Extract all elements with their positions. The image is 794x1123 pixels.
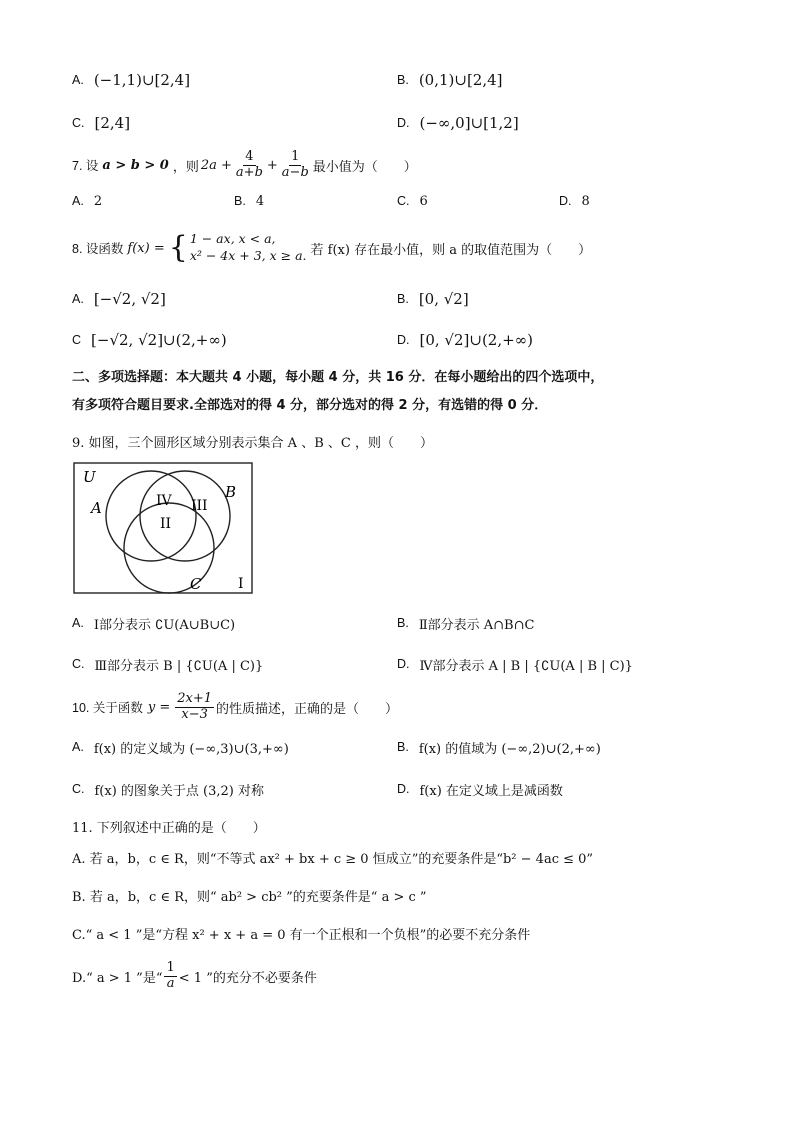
q7-options-row — [72, 186, 732, 216]
q6-options-row-2 — [72, 106, 732, 140]
section-2-heading: 二、多项选择题：本大题共 4 小题，每小题 4 分，共 16 分．在每小题给出的四个选项中， 有多项符合题目要求.全部选对的得 4 分，部分选对的得 2 分，有选错的得 0 分． — [72, 370, 604, 413]
q10-options-row-1 — [72, 730, 732, 764]
q7-option-d[interactable]: D. 8 — [559, 193, 590, 209]
q10-option-a[interactable]: A. f(x) 的定义域为 (−∞,3)∪(3,+∞) — [72, 740, 289, 757]
q7-fraction-2: $\frac{1}{a-b}$ — [281, 148, 309, 180]
q8-brace: { — [168, 230, 188, 265]
q6-option-c[interactable]: C. [2,4] — [72, 114, 131, 132]
q9-option-d[interactable]: D. Ⅳ部分表示 A | B | {∁U(A | B | C)} — [397, 657, 633, 674]
q7-stem: 7. 设 a > b > 0 ，则 2a + $\frac{4}{a+b}$ + $\frac{1}{a-b}$ 最小值为（ ） — [72, 148, 417, 180]
q11-option-a[interactable]: A. 若 a，b，c ∈ R，则“不等式 ax² + bx + c ≥ 0 恒成立”的充要条件是“b² − 4ac ≤ 0” — [72, 851, 594, 867]
q7-option-c[interactable]: C. 6 — [397, 193, 428, 209]
q8-stem: 8. 设函数 f(x) = { 1 − ax, x < a, x² − 4x + 3, x ≥ a. 若 f(x) 存在最小值，则 a 的取值范围为（ ） — [72, 230, 592, 265]
q10-stem: 10. 关于函数 y = $\frac{2x+1}{x-3}$ 的性质描述，正确的是（ ） — [72, 690, 399, 722]
q11-option-d[interactable]: D.“ a > 1 ”是“ $\frac{1}{a}$ < 1 ”的充分不必要条件 — [72, 959, 317, 991]
q8-option-d[interactable]: D. [0, √2]∪(2,+∞) — [397, 331, 534, 349]
q8-option-c[interactable]: C [−√2, √2]∪(2,+∞) — [72, 331, 227, 349]
venn-label-c: C — [190, 575, 202, 593]
venn-region-ii: II — [160, 516, 172, 532]
q8-cases: 1 − ax, x < a, x² − 4x + 3, x ≥ a. — [189, 231, 307, 263]
q6-option-b[interactable]: B. (0,1)∪[2,4] — [397, 71, 503, 89]
q7-option-b[interactable]: B. 4 — [234, 193, 265, 209]
venn-label-a: A — [91, 499, 102, 517]
venn-region-iii: III — [191, 498, 208, 514]
q11-d-fraction: $\frac{1}{a}$ — [166, 959, 175, 991]
venn-region-iv: IV — [156, 493, 172, 509]
q10-fraction: $\frac{2x+1}{x-3}$ — [177, 690, 213, 722]
q6-options-row-1 — [72, 63, 732, 97]
q6-option-d[interactable]: D. (−∞,0]∪[1,2] — [397, 114, 519, 132]
q8-options-row-1 — [72, 282, 732, 316]
q6-option-a[interactable]: A. (−1,1)∪[2,4] — [72, 71, 191, 89]
q7-option-a[interactable]: A. 2 — [72, 193, 103, 209]
q9-option-a[interactable]: A. Ⅰ部分表示 ∁U(A∪B∪C) — [72, 616, 236, 633]
venn-region-i: I — [238, 576, 244, 592]
q8-option-b[interactable]: B. [0, √2] — [397, 290, 469, 308]
q7-fraction-1: $\frac{4}{a+b}$ — [235, 148, 263, 180]
q9-option-b[interactable]: B. Ⅱ部分表示 A∩B∩C — [397, 616, 535, 633]
q11-stem: 11. 下列叙述中正确的是（ ） — [72, 820, 266, 836]
q9-option-c[interactable]: C. Ⅲ部分表示 B | {∁U(A | C)} — [72, 657, 264, 674]
q11-option-b[interactable]: B. 若 a，b，c ∈ R，则“ ab² > cb² ”的充要条件是“ a > c ” — [72, 889, 427, 905]
q8-options-row-2 — [72, 323, 732, 357]
circle-b — [140, 471, 230, 561]
circle-a — [106, 471, 196, 561]
q9-options-row-2 — [72, 647, 732, 681]
q11-option-c[interactable]: C.“ a < 1 ”是“方程 x² + x + a = 0 有一个正根和一个负根”的必要不充分条件 — [72, 927, 531, 943]
q10-options-row-2 — [72, 772, 732, 806]
venn-label-b: B — [225, 483, 237, 501]
q9-options-row-1 — [72, 606, 732, 640]
q8-option-a[interactable]: A. [−√2, √2] — [72, 290, 166, 308]
q10-option-d[interactable]: D. f(x) 在定义域上是减函数 — [397, 782, 563, 799]
venn-diagram — [73, 462, 253, 594]
venn-label-u: U — [83, 468, 96, 486]
q10-option-b[interactable]: B. f(x) 的值域为 (−∞,2)∪(2,+∞) — [397, 740, 601, 757]
q9-stem: 9. 如图，三个圆形区域分别表示集合 A 、B 、C ，则（ ） — [72, 435, 433, 451]
q10-option-c[interactable]: C. f(x) 的图象关于点 (3,2) 对称 — [72, 782, 265, 799]
